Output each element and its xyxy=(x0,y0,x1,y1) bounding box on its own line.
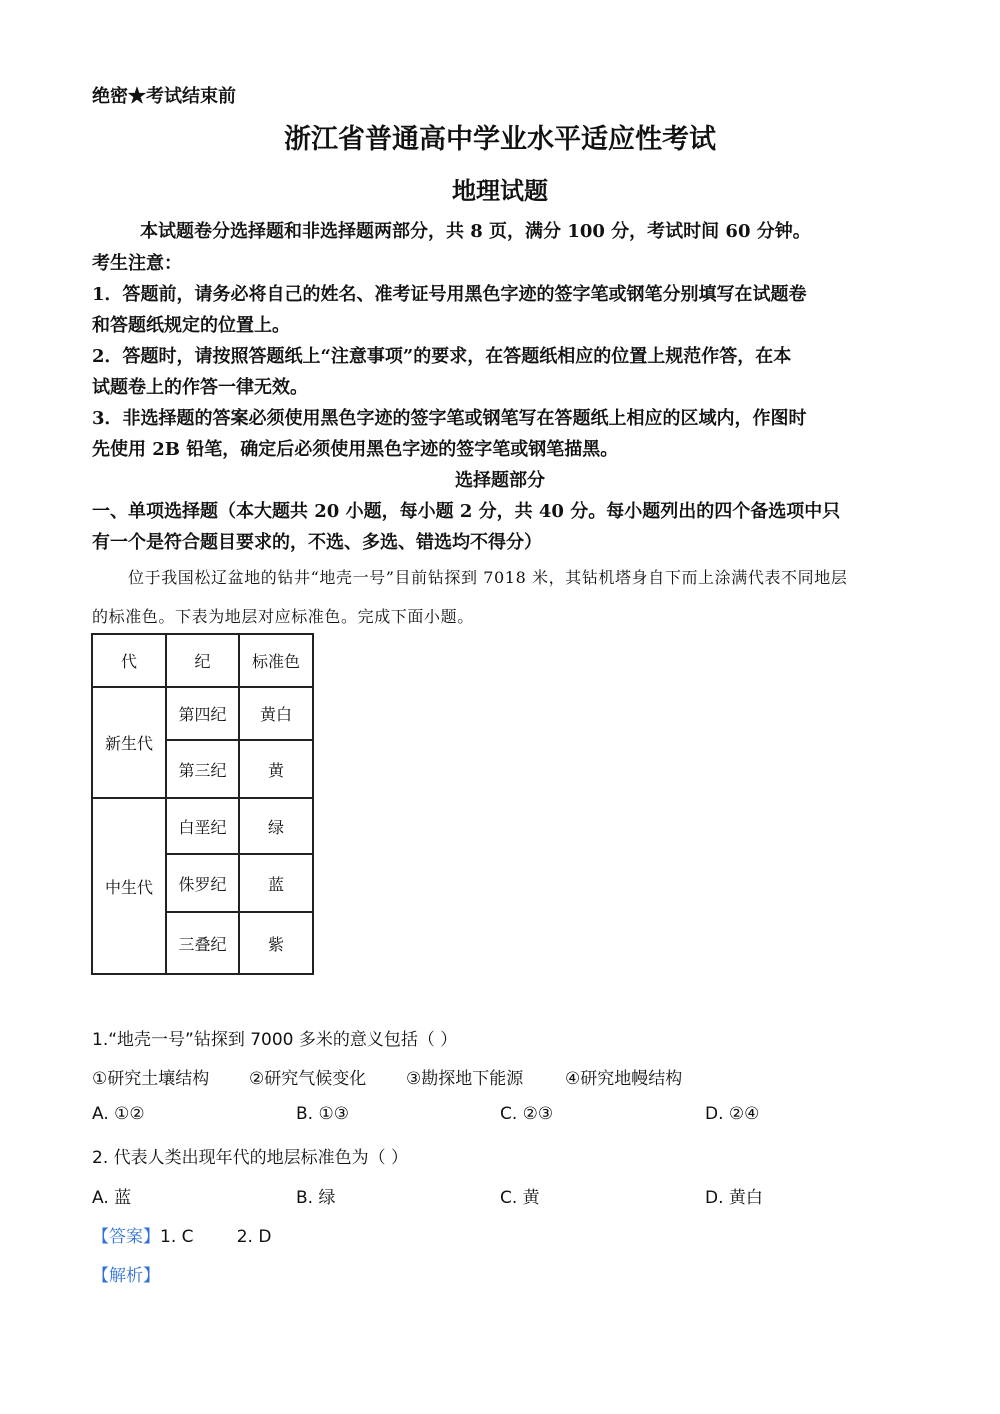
color-cell: 黄 xyxy=(239,740,313,798)
period-cell: 第三纪 xyxy=(166,740,239,798)
question-2-option-d: D. 黄白 xyxy=(705,1188,763,1208)
question-2-option-c: C. 黄 xyxy=(500,1188,540,1208)
question-1-option-c: C. ②③ xyxy=(500,1104,554,1124)
strata-table xyxy=(91,633,314,975)
question-1-item: ④研究地幔结构 xyxy=(565,1069,683,1089)
period-cell: 白垩纪 xyxy=(166,798,239,854)
notice-line: 2．答题时，请按照答题纸上“注意事项”的要求，在答题纸相应的位置上规范作答，在本 xyxy=(92,346,792,367)
table-header-color: 标准色 xyxy=(239,634,313,687)
era-cell: 新生代 xyxy=(92,687,166,798)
question-1-item: ②研究气候变化 xyxy=(249,1069,367,1089)
answer-line xyxy=(92,1222,271,1247)
period-cell: 三叠纪 xyxy=(166,912,239,974)
notice-heading: 考生注意： xyxy=(92,253,182,274)
notice-line: 1．答题前，请务必将自己的姓名、准考证号用黑色字迹的签字笔或钢笔分别填写在试题卷 xyxy=(92,284,807,305)
page-title: 浙江省普通高中学业水平适应性考试 xyxy=(284,124,716,155)
question-1-item: ③勘探地下能源 xyxy=(406,1069,524,1089)
table-header-era: 代 xyxy=(92,634,166,687)
question-2-option-b: B. 绿 xyxy=(296,1188,336,1208)
answer-text: 1. C 2. D xyxy=(160,1227,272,1247)
page-subtitle: 地理试题 xyxy=(452,176,548,205)
period-cell: 第四纪 xyxy=(166,687,239,740)
section-title: 选择题部分 xyxy=(455,470,545,491)
question-1-option-b: B. ①③ xyxy=(296,1104,349,1124)
table-header-period: 纪 xyxy=(166,634,239,687)
section-instruction: 有一个是符合题目要求的，不选、多选、错选均不得分） xyxy=(92,532,542,553)
passage-line: 的标准色。下表为地层对应标准色。完成下面小题。 xyxy=(92,607,474,626)
analysis-label: 【解析】 xyxy=(92,1266,160,1286)
table-header-row xyxy=(92,634,313,687)
question-1-option-a: A. ①② xyxy=(92,1104,145,1124)
notice-line: 和答题纸规定的位置上。 xyxy=(92,315,290,336)
color-cell: 绿 xyxy=(239,798,313,854)
exam-intro: 本试题卷分选择题和非选择题两部分，共 8 页，满分 100 分，考试时间 60 分钟。 xyxy=(140,221,811,242)
section-instruction: 一、单项选择题（本大题共 20 小题，每小题 2 分，共 40 分。每小题列出的四个备选项中只 xyxy=(92,501,841,522)
era-cell: 中生代 xyxy=(92,798,166,974)
notice-line: 试题卷上的作答一律无效。 xyxy=(92,377,308,398)
color-cell: 紫 xyxy=(239,912,313,974)
table-row xyxy=(92,798,313,854)
secret-mark: 绝密★考试结束前 xyxy=(92,86,236,107)
table-row xyxy=(92,687,313,740)
question-1-item: ①研究土壤结构 xyxy=(92,1069,210,1089)
question-1-option-d: D. ②④ xyxy=(705,1104,760,1124)
color-cell: 黄白 xyxy=(239,687,313,740)
notice-line: 3．非选择题的答案必须使用黑色字迹的签字笔或钢笔写在答题纸上相应的区域内，作图时 xyxy=(92,408,807,429)
question-2-stem: 2. 代表人类出现年代的地层标准色为（ ） xyxy=(92,1148,409,1168)
color-cell: 蓝 xyxy=(239,854,313,912)
question-2-option-a: A. 蓝 xyxy=(92,1188,132,1208)
answer-label: 【答案】 xyxy=(92,1227,160,1247)
passage-line: 位于我国松辽盆地的钻井“地壳一号”目前钻探到 7018 米，其钻机塔身自下而上涂满代表不同地层 xyxy=(128,568,848,587)
question-1-stem: 1.“地壳一号”钻探到 7000 多米的意义包括（ ） xyxy=(92,1030,458,1050)
period-cell: 侏罗纪 xyxy=(166,854,239,912)
notice-line: 先使用 2B 铅笔，确定后必须使用黑色字迹的签字笔或钢笔描黑。 xyxy=(92,439,619,460)
